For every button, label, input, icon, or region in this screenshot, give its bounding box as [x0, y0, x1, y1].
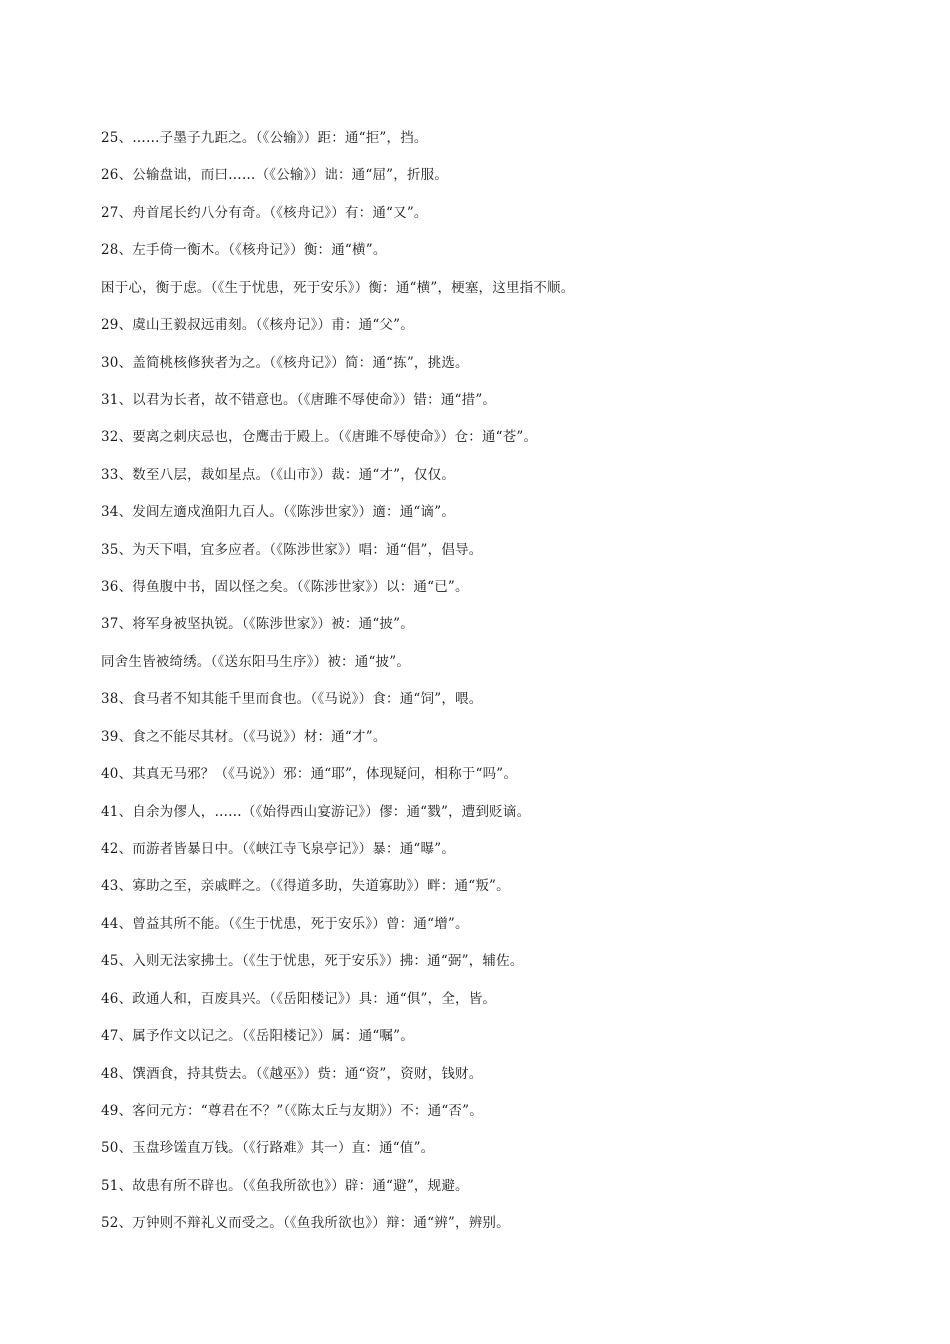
list-item: 33、数至八层，裁如星点。（《山市》）裁：通“才”，仅仅。: [101, 466, 456, 483]
list-item: 37、将军身被坚执锐。（《陈涉世家》）被：通“披”。: [101, 616, 414, 633]
list-item: 困于心，衡于虑。（《生于忧患，死于安乐》）衡：通“横”，梗塞，这里指不顺。: [101, 279, 575, 296]
list-item: 41、自余为僇人，……（《始得西山宴游记》）僇：通“戮”，遭到贬谪。: [101, 803, 531, 820]
list-item: 38、食马者不知其能千里而食也。（《马说》）食：通“饲”，喂。: [101, 691, 483, 708]
list-item: 44、曾益其所不能。（《生于忧患，死于安乐》）曾：通“增”。: [101, 915, 469, 932]
list-item: 43、寡助之至，亲戚畔之。（《得道多助，失道寡助》）畔：通“叛”。: [101, 878, 510, 895]
list-item: 26、公输盘诎，而曰……（《公输》）诎：通“屈”，折服。: [101, 167, 449, 184]
list-item: 47、属予作文以记之。（《岳阳楼记》）属：通“嘱”。: [101, 1028, 414, 1045]
list-item: 28、左手倚一衡木。（《核舟记》）衡：通“横”。: [101, 242, 387, 259]
list-item: 34、发闾左適戍渔阳九百人。（《陈涉世家》）適：通“谪”。: [101, 504, 456, 521]
list-item: 40、其真无马邪？（《马说》）邪：通“耶”，体现疑问，相称于“吗”。: [101, 766, 518, 783]
annotation-list: [101, 128, 901, 1251]
list-item: 46、政通人和，百废具兴。（《岳阳楼记》）具：通“俱”，全，皆。: [101, 990, 497, 1007]
list-item: 50、玉盘珍馐直万钱。（《行路难》其一）直：通“值”。: [101, 1140, 435, 1157]
list-item: 49、客问元方：“尊君在不？”（《陈太丘与友期》）不：通“否”。: [101, 1102, 483, 1119]
list-item: 45、入则无法家拂士。（《生于忧患，死于安乐》）拂：通“弼”，辅佐。: [101, 953, 524, 970]
list-item: 27、舟首尾长约八分有奇。（《核舟记》）有：通“又”。: [101, 204, 428, 221]
list-item: 同舍生皆被绮绣。（《送东阳马生序》）被：通“披”。: [101, 653, 411, 670]
list-item: 36、得鱼腹中书，固以怪之矣。（《陈涉世家》）以：通“已”。: [101, 579, 469, 596]
list-item: 31、以君为长者，故不错意也。（《唐雎不辱使命》）错：通“措”。: [101, 391, 497, 408]
list-item: 48、馔酒食，持其赀去。（《越巫》）赀：通“资”，资财，钱财。: [101, 1065, 483, 1082]
list-item: 52、万钟则不辩礼义而受之。（《鱼我所欲也》）辩：通“辨”，辨别。: [101, 1215, 510, 1232]
list-item: 30、盖简桃核修狭者为之。（《核舟记》）简：通“拣”，挑选。: [101, 354, 469, 371]
list-item: 35、为天下唱，宜多应者。（《陈涉世家》）唱：通“倡”，倡导。: [101, 541, 483, 558]
list-item: 29、虞山王毅叔远甫刻。（《核舟记》）甫：通“父”。: [101, 317, 414, 334]
list-item: 39、食之不能尽其材。（《马说》）材：通“才”。: [101, 728, 387, 745]
list-item: 32、要离之刺庆忌也，仓鹰击于殿上。（《唐雎不辱使命》）仓：通“苍”。: [101, 429, 538, 446]
list-item: 42、而游者皆暴日中。（《峡江寺飞泉亭记》）暴：通“曝”。: [101, 841, 456, 858]
list-item: 51、故患有所不辟也。（《鱼我所欲也》）辟：通“避”，规避。: [101, 1177, 469, 1194]
list-item: 25、……子墨子九距之。（《公输》）距：通“拒”，挡。: [101, 130, 428, 146]
